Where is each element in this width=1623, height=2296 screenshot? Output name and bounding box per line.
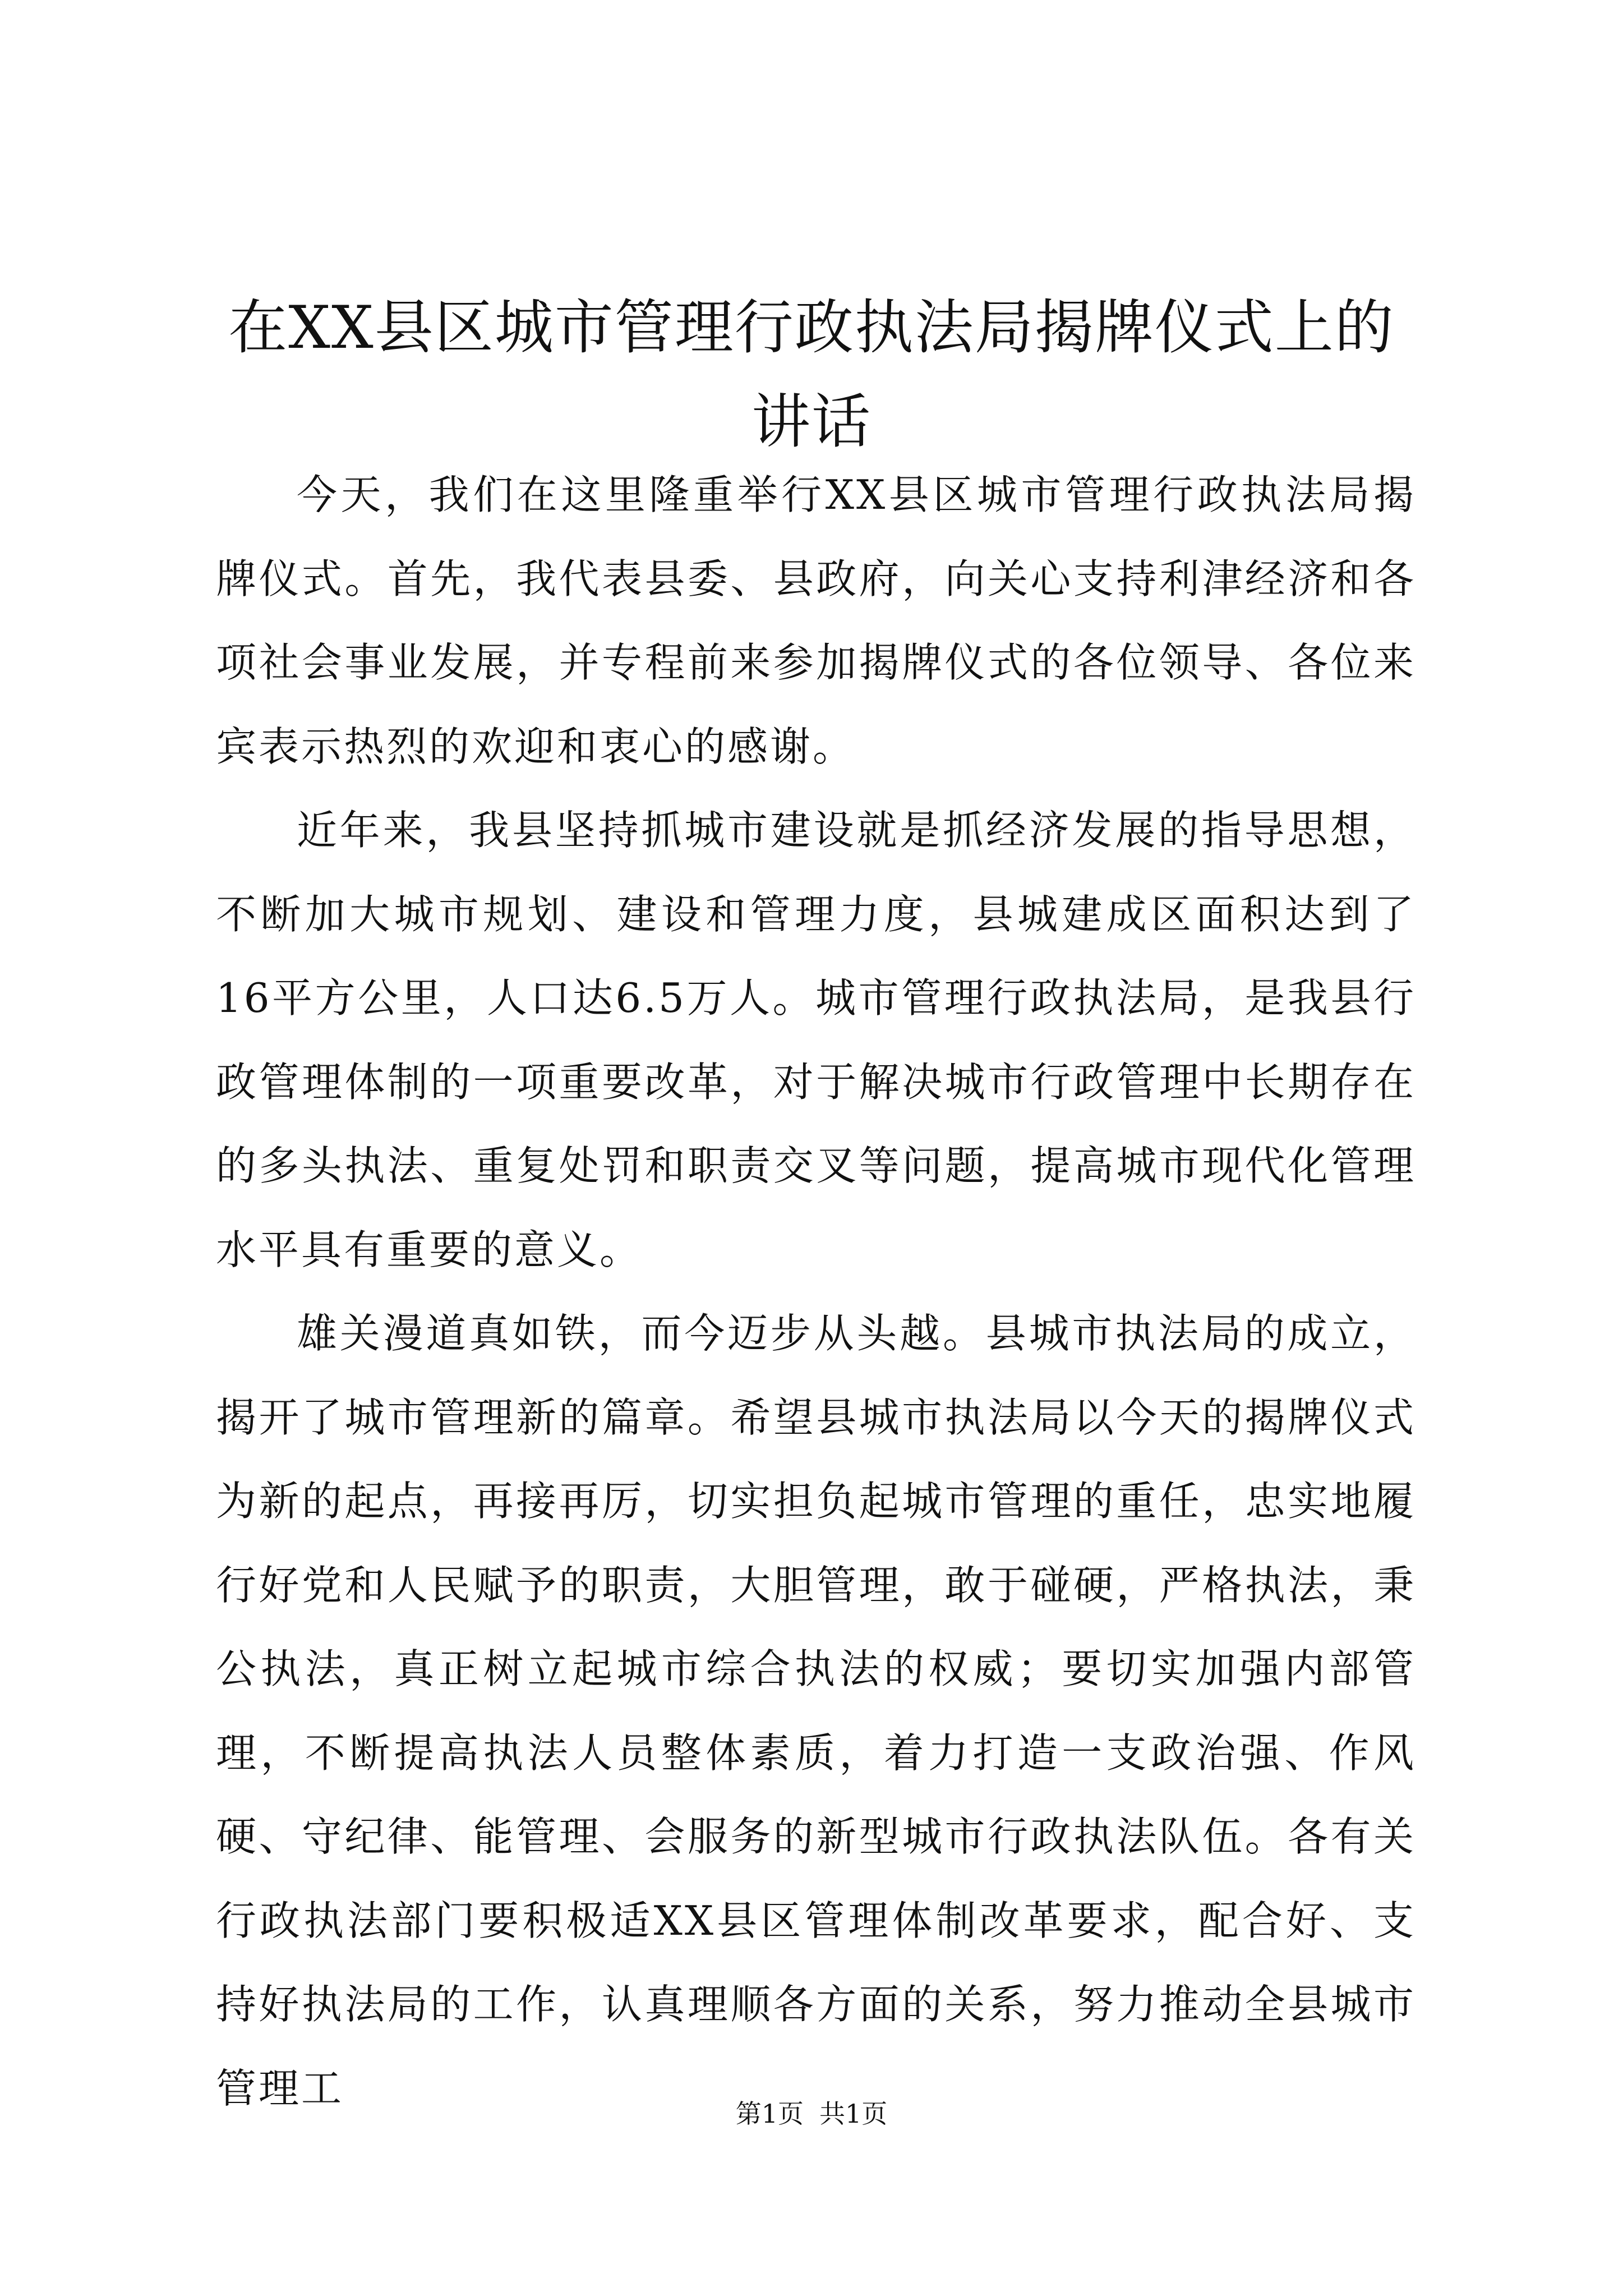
page-number: 第1页 bbox=[735, 2099, 804, 2129]
page-footer bbox=[0, 2097, 1623, 2131]
paragraph: 今天，我们在这里隆重举行XX县区城市管理行政执法局揭牌仪式。首先，我代表县委、县政府，向关心支持利津经济和各项社会事业发展，并专程前来参加揭牌仪式的各位领导、各位来宾表示热烈的欢迎和衷心的感谢。 bbox=[216, 471, 1416, 770]
page-total: 共1页 bbox=[819, 2099, 888, 2129]
document-body bbox=[216, 453, 1416, 2131]
paragraph: 雄关漫道真如铁，而今迈步从头越。县城市执法局的成立，揭开了城市管理新的篇章。希望县城市执法局以今天的揭牌仪式为新的起点，再接再厉，切实担负起城市管理的重任，忠实地履行好党和人民赋予的职责，大胆管理，敢于碰硬，严格执法，秉公执法，真正树立起城市综合执法的权威；要切实加强内部管理，不断提高执法人员整体素质，着力打造一支政治强、作风硬、守纪律、能管理、会服务的新型城市行政执法队伍。各有关行政执法部门要积极适XX县区管理体制改革要求，配合好、支持好执法局的工作，认真理顺各方面的关系，努力推动全县城市管理工 bbox=[216, 1310, 1416, 2112]
title-line-1: 在XX县区城市管理行政执法局揭牌仪式上的 bbox=[228, 293, 1395, 362]
title-line-2: 讲话 bbox=[751, 388, 872, 456]
paragraph: 近年来，我县坚持抓城市建设就是抓经济发展的指导思想，不断加大城市规划、建设和管理力度，县城建成区面积达到了16平方公里，人口达6.5万人。城市管理行政执法局，是我县行政管理体制的一项重要改革，对于解决城市行政管理中长期存在的多头执法、重复处罚和职责交叉等问题，提高城市现代化管理水平具有重要的意义。 bbox=[216, 807, 1416, 1273]
document-title bbox=[213, 280, 1410, 469]
